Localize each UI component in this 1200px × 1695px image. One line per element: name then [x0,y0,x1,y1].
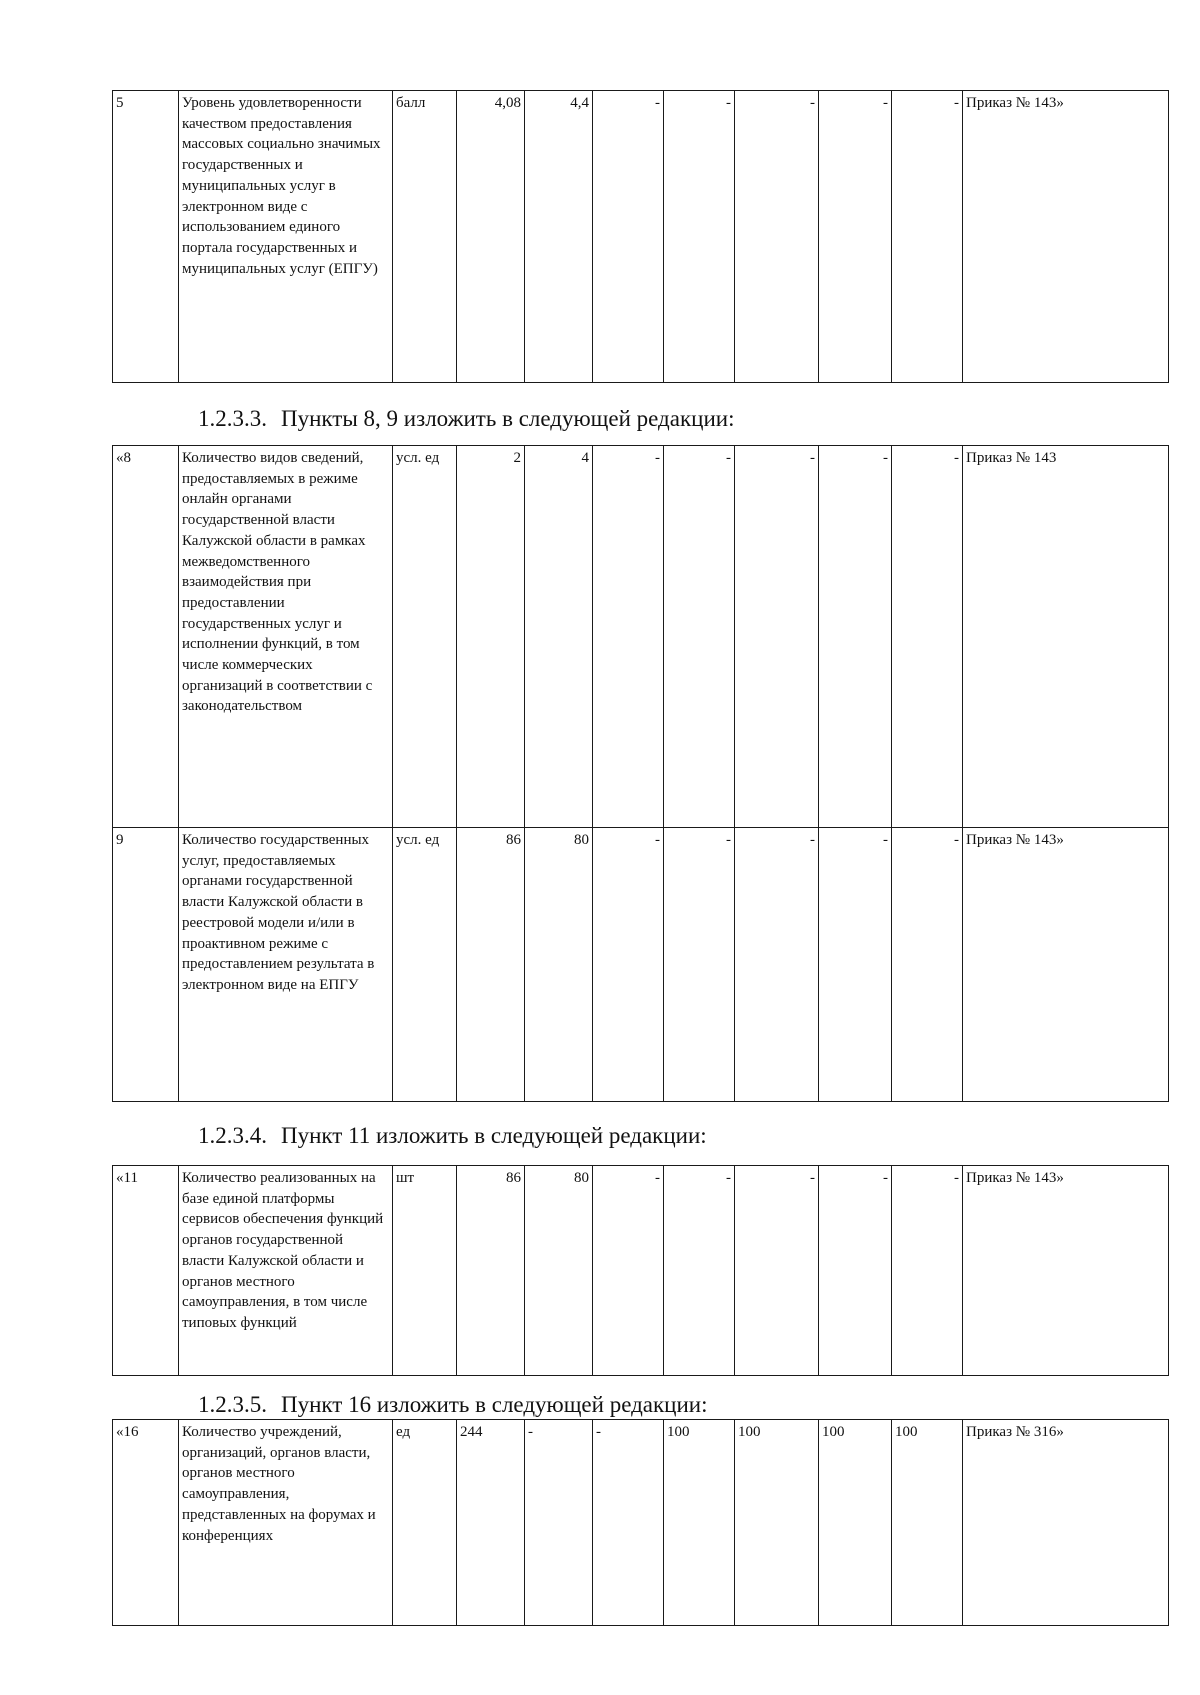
value-cell: - [525,1420,593,1626]
value-cell: - [593,91,664,383]
value-cell: 100 [819,1420,892,1626]
value-cell: - [593,1166,664,1376]
section-heading [198,405,734,433]
indicator-name: Количество реализованных на базе единой платформы сервисов обеспечения функций органов государственной власти Калужской области и органов местного самоуправления, в том числе типовых функций [179,1166,393,1376]
indicator-table [112,445,1169,1102]
value-cell: - [593,446,664,828]
value-cell: - [892,1166,963,1376]
value-cell: - [735,828,819,1102]
value-cell: - [664,446,735,828]
value-cell: 244 [457,1420,525,1626]
heading-number: 1.2.3.4. [198,1123,267,1148]
value-cell: - [819,91,892,383]
value-cell: - [593,1420,664,1626]
value-cell: 4,08 [457,91,525,383]
table-rows-8-9-block [112,445,1168,1102]
value-cell: - [819,828,892,1102]
table-row-16-block [112,1419,1168,1626]
unit-cell: ед [393,1420,457,1626]
section-heading [198,1122,707,1150]
row-number: «16 [113,1420,179,1626]
source-cell: Приказ № 143» [963,828,1169,1102]
heading-number: 1.2.3.3. [198,406,267,431]
table-row-11-block [112,1165,1168,1376]
value-cell: - [892,828,963,1102]
unit-cell: балл [393,91,457,383]
row-number: «11 [113,1166,179,1376]
indicator-name: Количество государственных услуг, предоставляемых органами государственной власти Калужской области в реестровой модели и/или в проактивном режиме с предоставлением результата в электронном виде на ЕПГУ [179,828,393,1102]
row-number: 5 [113,91,179,383]
value-cell: - [735,1166,819,1376]
section-heading [198,1391,708,1419]
indicator-name: Количество видов сведений, предоставляемых в режиме онлайн органами государственной власти Калужской области в рамках межведомственного взаимодействия при предоставлении государственных услуг и исполнении функций, в том числе коммерческих организаций в соответствии с законодательством [179,446,393,828]
heading-text: Пункты 8, 9 изложить в следующей редакции: [281,406,735,431]
source-cell: Приказ № 143 [963,446,1169,828]
row-number: 9 [113,828,179,1102]
indicator-name: Количество учреждений, организаций, органов власти, органов местного самоуправления, представленных на форумах и конференциях [179,1420,393,1626]
value-cell: 2 [457,446,525,828]
value-cell: - [735,91,819,383]
value-cell: - [892,91,963,383]
value-cell: - [593,828,664,1102]
source-cell: Приказ № 143» [963,1166,1169,1376]
value-cell: - [664,91,735,383]
heading-text: Пункт 11 изложить в следующей редакции: [281,1123,707,1148]
value-cell: 100 [735,1420,819,1626]
heading-text: Пункт 16 изложить в следующей редакции: [281,1392,708,1417]
table-row [113,91,1169,383]
table-row [113,1166,1169,1376]
value-cell: 80 [525,828,593,1102]
value-cell: 4 [525,446,593,828]
indicator-table [112,90,1169,383]
value-cell: 100 [892,1420,963,1626]
value-cell: - [819,446,892,828]
table-row [113,828,1169,1102]
value-cell: - [892,446,963,828]
row-number: «8 [113,446,179,828]
unit-cell: усл. ед [393,446,457,828]
unit-cell: шт [393,1166,457,1376]
table-row [113,446,1169,828]
value-cell: 100 [664,1420,735,1626]
indicator-name: Уровень удовлетворенности качеством предоставления массовых социально значимых государственных и муниципальных услуг в электронном виде с использованием единого портала государственных и муниципальных услуг (ЕПГУ) [179,91,393,383]
value-cell: 86 [457,1166,525,1376]
table-row [113,1420,1169,1626]
value-cell: - [735,446,819,828]
value-cell: - [664,828,735,1102]
source-cell: Приказ № 143» [963,91,1169,383]
source-cell: Приказ № 316» [963,1420,1169,1626]
indicator-table [112,1165,1169,1376]
value-cell: 80 [525,1166,593,1376]
indicator-table [112,1419,1169,1626]
value-cell: - [819,1166,892,1376]
value-cell: 4,4 [525,91,593,383]
value-cell: - [664,1166,735,1376]
heading-number: 1.2.3.5. [198,1392,267,1417]
table-row-5-block [112,90,1168,383]
unit-cell: усл. ед [393,828,457,1102]
value-cell: 86 [457,828,525,1102]
